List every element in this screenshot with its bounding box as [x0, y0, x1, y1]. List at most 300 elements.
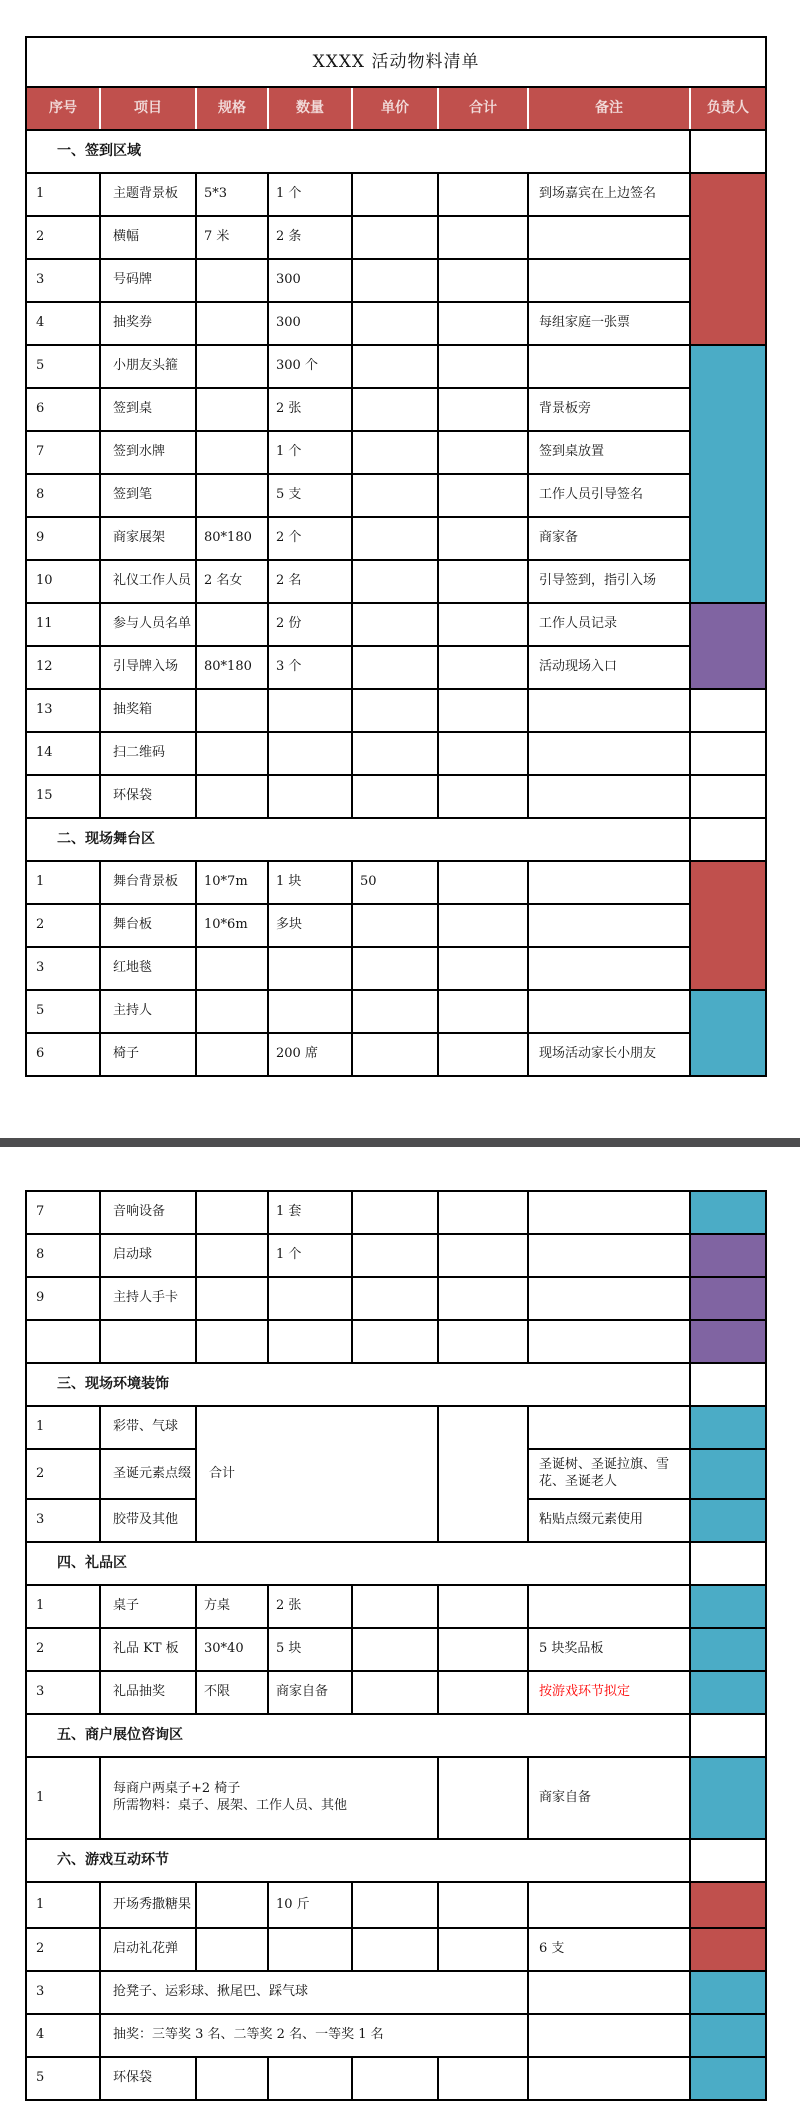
cell-item: 礼仪工作人员	[100, 560, 196, 603]
cell-remark: 工作人员引导签名	[528, 474, 690, 517]
cell-total	[438, 1406, 528, 1542]
table-row	[26, 560, 766, 603]
cell-no: 3	[26, 947, 100, 990]
cell-price	[352, 775, 438, 818]
cell-spec	[196, 775, 268, 818]
cell-remark: 每组家庭一张票	[528, 302, 690, 345]
owner-cell-teal	[690, 1406, 766, 1449]
cell-remark: 背景板旁	[528, 388, 690, 431]
cell-item: 胶带及其他	[100, 1499, 196, 1542]
cell-item: 签到水牌	[100, 431, 196, 474]
cell-no: 12	[26, 646, 100, 689]
table-row	[26, 1928, 766, 1971]
cell-no: 9	[26, 517, 100, 560]
cell-price	[352, 990, 438, 1033]
cell-remark	[528, 1234, 690, 1277]
owner-cell-red	[690, 1928, 766, 1971]
cell-no: 9	[26, 1277, 100, 1320]
column-header-5: 单价	[352, 87, 438, 130]
section-row	[26, 130, 766, 173]
cell-qty	[268, 689, 352, 732]
cell-no: 11	[26, 603, 100, 646]
cell-total	[438, 517, 528, 560]
cell-qty: 1 块	[268, 861, 352, 904]
cell-total	[438, 775, 528, 818]
cell-remark: 6 支	[528, 1928, 690, 1971]
owner-cell-teal	[690, 1499, 766, 1542]
cell-no: 2	[26, 904, 100, 947]
table-row	[26, 732, 766, 775]
cell-no: 6	[26, 388, 100, 431]
cell-remark	[528, 2014, 690, 2057]
cell-remark: 签到桌放置	[528, 431, 690, 474]
cell-remark	[528, 1320, 690, 1363]
cell-price	[352, 1191, 438, 1234]
table-row	[26, 603, 766, 646]
cell-price	[352, 302, 438, 345]
cell-no: 10	[26, 560, 100, 603]
cell-qty: 3 个	[268, 646, 352, 689]
cell-item: 启动礼花弹	[100, 1928, 196, 1971]
cell-item: 小朋友头箍	[100, 345, 196, 388]
cell-remark: 引导签到，指引入场	[528, 560, 690, 603]
cell-qty	[268, 2057, 352, 2100]
cell-total	[438, 732, 528, 775]
cell-no: 3	[26, 1499, 100, 1542]
owner-cell-purple	[690, 1320, 766, 1363]
cell-qty	[268, 732, 352, 775]
cell-price	[352, 431, 438, 474]
cell-item: 椅子	[100, 1033, 196, 1076]
cell-remark	[528, 1882, 690, 1928]
cell-item: 红地毯	[100, 947, 196, 990]
cell-item: 抽奖券	[100, 302, 196, 345]
cell-spec: 10*6m	[196, 904, 268, 947]
cell-item: 引导牌入场	[100, 646, 196, 689]
cell-spec	[196, 947, 268, 990]
cell-item: 签到桌	[100, 388, 196, 431]
table-row	[26, 1277, 766, 1320]
header-row	[26, 87, 766, 130]
owner-cell-red	[690, 173, 766, 345]
cell-qty: 200 席	[268, 1033, 352, 1076]
cell-price	[352, 1585, 438, 1628]
column-header-8: 负责人	[690, 87, 766, 130]
section-row	[26, 1363, 766, 1406]
table-row	[26, 861, 766, 904]
cell-qty	[268, 990, 352, 1033]
cell-no: 2	[26, 1628, 100, 1671]
cell-total	[438, 1234, 528, 1277]
cell-qty	[268, 775, 352, 818]
section-title: 一、签到区域	[26, 130, 690, 173]
table-row	[26, 1971, 766, 2014]
document-page-1	[25, 36, 767, 1077]
column-header-6: 合计	[438, 87, 528, 130]
cell-spec: 5*3	[196, 173, 268, 216]
cell-no: 13	[26, 689, 100, 732]
table-row	[26, 904, 766, 947]
owner-cell-teal	[690, 1585, 766, 1628]
cell-spec	[196, 388, 268, 431]
cell-total	[438, 474, 528, 517]
cell-qty: 2 名	[268, 560, 352, 603]
cell-no: 2	[26, 216, 100, 259]
table-row	[26, 1234, 766, 1277]
merged-total-cell: 合计	[196, 1406, 438, 1542]
cell-spec	[196, 1320, 268, 1363]
section-title: 六、游戏互动环节	[26, 1839, 690, 1882]
cell-no: 1	[26, 1757, 100, 1839]
table-row	[26, 259, 766, 302]
cell-total	[438, 1757, 528, 1839]
section-row	[26, 1839, 766, 1882]
cell-spec: 80*180	[196, 517, 268, 560]
cell-total	[438, 904, 528, 947]
cell-total	[438, 302, 528, 345]
cell-total	[438, 560, 528, 603]
table-row	[26, 1628, 766, 1671]
table-row	[26, 1406, 766, 1449]
cell-remark	[528, 216, 690, 259]
cell-price	[352, 947, 438, 990]
cell-no: 7	[26, 1191, 100, 1234]
cell-price	[352, 1671, 438, 1714]
cell-item: 礼品抽奖	[100, 1671, 196, 1714]
table-row	[26, 1585, 766, 1628]
cell-spec: 方桌	[196, 1585, 268, 1628]
cell-no: 5	[26, 2057, 100, 2100]
cell-remark: 现场活动家长小朋友	[528, 1033, 690, 1076]
table-row	[26, 173, 766, 216]
item-line-1: 每商户两桌子+2 椅子	[113, 1781, 241, 1797]
cell-total	[438, 259, 528, 302]
cell-total	[438, 345, 528, 388]
owner-cell-teal	[690, 1449, 766, 1499]
cell-spec	[196, 259, 268, 302]
cell-item-merged: 抽奖：三等奖 3 名、二等奖 2 名、一等奖 1 名	[100, 2014, 528, 2057]
owner-cell-red	[690, 1882, 766, 1928]
owner-cell-purple	[690, 1277, 766, 1320]
cell-no: 2	[26, 1928, 100, 1971]
cell-total	[438, 646, 528, 689]
cell-total	[438, 388, 528, 431]
cell-price	[352, 904, 438, 947]
cell-spec	[196, 431, 268, 474]
table-row	[26, 517, 766, 560]
owner-cell-purple	[690, 603, 766, 689]
cell-price	[352, 345, 438, 388]
table-row	[26, 1191, 766, 1234]
materials-table-page-2	[25, 1190, 767, 2101]
cell-item: 开场秀撒糖果	[100, 1882, 196, 1928]
page-title: XXXX 活动物料清单	[26, 37, 766, 87]
cell-spec	[196, 1191, 268, 1234]
section-title: 二、现场舞台区	[26, 818, 690, 861]
cell-no	[26, 1320, 100, 1363]
cell-price	[352, 1320, 438, 1363]
cell-item: 环保袋	[100, 2057, 196, 2100]
page-separator	[0, 1138, 800, 1147]
cell-spec	[196, 990, 268, 1033]
table-row	[26, 2014, 766, 2057]
cell-spec	[196, 1277, 268, 1320]
cell-total	[438, 1671, 528, 1714]
owner-cell	[690, 130, 766, 173]
cell-item: 主题背景板	[100, 173, 196, 216]
cell-no: 5	[26, 345, 100, 388]
cell-item: 主持人	[100, 990, 196, 1033]
cell-spec: 7 米	[196, 216, 268, 259]
table-row	[26, 216, 766, 259]
cell-price	[352, 1234, 438, 1277]
cell-remark	[528, 861, 690, 904]
document-page-2	[25, 1190, 767, 2101]
table-row	[26, 689, 766, 732]
cell-spec	[196, 732, 268, 775]
table-row	[26, 990, 766, 1033]
cell-qty	[268, 1928, 352, 1971]
cell-price	[352, 388, 438, 431]
cell-remark: 工作人员记录	[528, 603, 690, 646]
cell-spec	[196, 1928, 268, 1971]
cell-spec	[196, 474, 268, 517]
cell-item: 圣诞元素点缀	[100, 1449, 196, 1499]
cell-remark	[528, 990, 690, 1033]
cell-remark: 商家自备	[528, 1757, 690, 1839]
cell-qty	[268, 947, 352, 990]
cell-item: 签到笔	[100, 474, 196, 517]
cell-price	[352, 732, 438, 775]
cell-spec	[196, 1234, 268, 1277]
cell-no: 14	[26, 732, 100, 775]
section-row	[26, 1714, 766, 1757]
section-title: 三、现场环境装饰	[26, 1363, 690, 1406]
cell-item: 桌子	[100, 1585, 196, 1628]
cell-total	[438, 1928, 528, 1971]
cell-item: 商家展架	[100, 517, 196, 560]
cell-item: 主持人手卡	[100, 1277, 196, 1320]
cell-item-merged: 抢凳子、运彩球、揪尾巴、踩气球	[100, 1971, 528, 2014]
table-row	[26, 1757, 766, 1839]
cell-item: 礼品 KT 板	[100, 1628, 196, 1671]
owner-cell-teal	[690, 1971, 766, 2014]
section-row	[26, 818, 766, 861]
cell-price	[352, 173, 438, 216]
table-row	[26, 1671, 766, 1714]
cell-no: 7	[26, 431, 100, 474]
cell-remark: 商家备	[528, 517, 690, 560]
cell-qty: 2 张	[268, 1585, 352, 1628]
cell-price: 50	[352, 861, 438, 904]
owner-cell	[690, 1542, 766, 1585]
owner-cell-teal	[690, 990, 766, 1076]
cell-qty: 2 条	[268, 216, 352, 259]
materials-table-page-1	[25, 36, 767, 1077]
cell-qty: 1 套	[268, 1191, 352, 1234]
cell-remark: 5 块奖品板	[528, 1628, 690, 1671]
cell-total	[438, 173, 528, 216]
cell-item: 参与人员名单	[100, 603, 196, 646]
owner-cell	[690, 732, 766, 775]
column-header-4: 数量	[268, 87, 352, 130]
cell-no: 3	[26, 259, 100, 302]
owner-cell	[690, 818, 766, 861]
table-row	[26, 345, 766, 388]
column-header-1: 序号	[26, 87, 100, 130]
cell-item-merged	[100, 1757, 438, 1839]
cell-qty: 10 斤	[268, 1882, 352, 1928]
cell-remark	[528, 1277, 690, 1320]
cell-qty: 300 个	[268, 345, 352, 388]
cell-spec	[196, 2057, 268, 2100]
cell-total	[438, 431, 528, 474]
owner-cell-teal	[690, 1191, 766, 1234]
cell-item	[100, 1320, 196, 1363]
cell-item: 启动球	[100, 1234, 196, 1277]
owner-cell-teal	[690, 1671, 766, 1714]
table-row	[26, 302, 766, 345]
cell-no: 3	[26, 1671, 100, 1714]
cell-price	[352, 603, 438, 646]
cell-remark: 粘贴点缀元素使用	[528, 1499, 690, 1542]
cell-price	[352, 1628, 438, 1671]
cell-spec: 2 名女	[196, 560, 268, 603]
table-row	[26, 2057, 766, 2100]
table-row	[26, 947, 766, 990]
table-row	[26, 1320, 766, 1363]
owner-cell-purple	[690, 1234, 766, 1277]
cell-no: 1	[26, 1406, 100, 1449]
section-title: 五、商户展位咨询区	[26, 1714, 690, 1757]
cell-price	[352, 1882, 438, 1928]
cell-price	[352, 1928, 438, 1971]
table-row	[26, 775, 766, 818]
cell-remark: 活动现场入口	[528, 646, 690, 689]
cell-qty: 1 个	[268, 431, 352, 474]
cell-spec: 80*180	[196, 646, 268, 689]
cell-no: 4	[26, 302, 100, 345]
cell-remark	[528, 904, 690, 947]
cell-spec	[196, 1033, 268, 1076]
cell-price	[352, 259, 438, 302]
owner-cell	[690, 1363, 766, 1406]
cell-remark	[528, 1971, 690, 2014]
owner-cell	[690, 775, 766, 818]
owner-cell-teal	[690, 1757, 766, 1839]
cell-no: 5	[26, 990, 100, 1033]
cell-total	[438, 1628, 528, 1671]
cell-price	[352, 689, 438, 732]
section-title: 四、礼品区	[26, 1542, 690, 1585]
cell-remark	[528, 2057, 690, 2100]
cell-total	[438, 1033, 528, 1076]
cell-item: 彩带、气球	[100, 1406, 196, 1449]
cell-remark	[528, 689, 690, 732]
cell-price	[352, 1277, 438, 1320]
cell-qty	[268, 1277, 352, 1320]
cell-remark	[528, 1585, 690, 1628]
owner-cell-teal	[690, 2014, 766, 2057]
cell-price	[352, 474, 438, 517]
cell-qty: 300	[268, 302, 352, 345]
cell-no: 8	[26, 1234, 100, 1277]
table-row	[26, 1882, 766, 1928]
cell-total	[438, 1882, 528, 1928]
cell-price	[352, 517, 438, 560]
cell-qty: 商家自备	[268, 1671, 352, 1714]
cell-qty: 2 个	[268, 517, 352, 560]
cell-total	[438, 861, 528, 904]
cell-qty: 5 支	[268, 474, 352, 517]
cell-price	[352, 1033, 438, 1076]
cell-spec: 30*40	[196, 1628, 268, 1671]
cell-spec: 10*7m	[196, 861, 268, 904]
cell-qty: 300	[268, 259, 352, 302]
cell-remark	[528, 259, 690, 302]
table-row	[26, 646, 766, 689]
owner-cell-teal	[690, 1628, 766, 1671]
table-row	[26, 431, 766, 474]
table-row	[26, 474, 766, 517]
item-line-2: 所需物料：桌子、展架、工作人员、其他	[113, 1798, 348, 1813]
cell-no: 3	[26, 1971, 100, 2014]
cell-remark	[528, 775, 690, 818]
cell-item: 舞台背景板	[100, 861, 196, 904]
cell-no: 8	[26, 474, 100, 517]
cell-qty: 多块	[268, 904, 352, 947]
cell-price	[352, 560, 438, 603]
cell-price	[352, 646, 438, 689]
cell-no: 1	[26, 1585, 100, 1628]
cell-total	[438, 947, 528, 990]
cell-total	[438, 1320, 528, 1363]
cell-qty	[268, 1320, 352, 1363]
owner-cell	[690, 1714, 766, 1757]
cell-no: 1	[26, 861, 100, 904]
title-row	[26, 37, 766, 87]
cell-remark	[528, 732, 690, 775]
cell-total	[438, 603, 528, 646]
cell-item: 扫二维码	[100, 732, 196, 775]
cell-qty: 1 个	[268, 1234, 352, 1277]
cell-total	[438, 1277, 528, 1320]
cell-no: 15	[26, 775, 100, 818]
cell-total	[438, 990, 528, 1033]
cell-item: 环保袋	[100, 775, 196, 818]
table-row	[26, 1033, 766, 1076]
cell-remark	[528, 1406, 690, 1449]
cell-item: 抽奖箱	[100, 689, 196, 732]
cell-spec	[196, 689, 268, 732]
cell-remark	[528, 947, 690, 990]
cell-price	[352, 2057, 438, 2100]
cell-price	[352, 216, 438, 259]
cell-no: 1	[26, 1882, 100, 1928]
owner-cell-teal	[690, 2057, 766, 2100]
owner-cell-teal	[690, 345, 766, 603]
section-row	[26, 1542, 766, 1585]
cell-total	[438, 2057, 528, 2100]
cell-spec	[196, 603, 268, 646]
cell-no: 1	[26, 173, 100, 216]
cell-item: 横幅	[100, 216, 196, 259]
owner-cell	[690, 1839, 766, 1882]
cell-remark: 到场嘉宾在上边签名	[528, 173, 690, 216]
cell-spec	[196, 302, 268, 345]
cell-total	[438, 689, 528, 732]
cell-item: 舞台板	[100, 904, 196, 947]
